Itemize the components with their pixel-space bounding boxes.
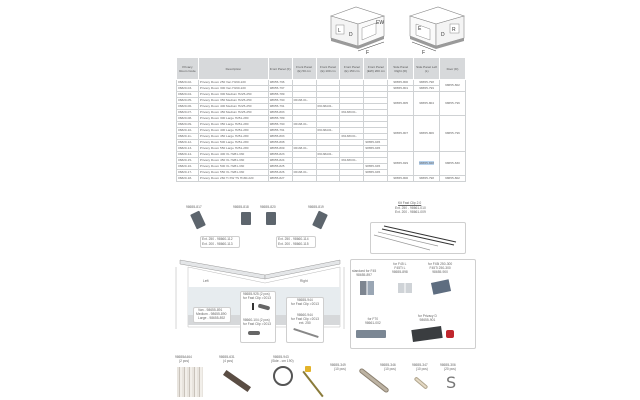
front-e100-cell: 06138A01- [316,104,340,110]
front-e150-cell: 06138C01- [340,110,364,116]
acc-qty-3: (10 pcs) [334,367,346,371]
side-right-cell: 98655-829 [388,152,414,176]
diagram-right-awning [408,2,466,54]
table-row [177,152,466,158]
description-cell: Privacy Room 500 Large H251-280 [198,140,268,146]
center-top-code: 98655-925 (2 pcs) [243,292,270,296]
svg-text:E: E [418,26,422,32]
acc-qty-1: (4 pcs) [223,359,234,363]
col-header-front-panel: Front Panel (F) [268,58,292,80]
side-left-label: Left [203,279,209,283]
description-cell: Privacy Room 250 Van H190-220 [198,80,268,86]
adapter-f45i: for F45i 250-300 F45Ti 250-300 98655-900 [428,262,453,274]
side-right-cell: 98655-800 [388,80,414,86]
front-panel-cell: 98655-824 [268,158,292,164]
side-left-cell: 98655-804 [414,92,440,116]
front-e50-cell: 06138-01- [292,122,316,128]
clip-icon-817 [190,211,206,230]
front-panel-cell: 98655-825 [268,164,292,170]
acc-code-1: 98655-631 [219,355,235,359]
height-medium: Medium - 98655-890 [196,312,227,316]
front-e50-cell: 06138-01- [292,98,316,104]
code-cell: 06820-11- [177,134,199,140]
svg-text:D: D [441,32,445,38]
privacy-room-table [176,57,466,182]
code-cell: 06820-04- [177,92,199,98]
door-cell: 98655-802 [440,80,466,92]
side-right-cell: 98655-800 [388,176,414,182]
acc-qty-5: (10 pcs) [416,367,428,371]
front-e100-cell: 06138A01- [316,152,340,158]
rail-right-ext250: Ext. 250 - 98660-114 [278,237,309,241]
side-left-cell: 98655-799 [414,86,440,92]
front-panel-cell: 98655-803 [268,110,292,116]
svg-text:L: L [338,28,341,34]
description-cell: Privacy Room 350 Large H251-280 [198,122,268,128]
right-bottom-note: for Fast Clip >2013 [291,317,319,321]
front-panel-cell: 98655-823 [268,152,292,158]
front-e100-cell [316,176,340,182]
bolt-icon [252,303,254,310]
side-left-cell [414,152,440,176]
rail-right-ext200: Ext. 200 - 98660-115 [278,242,309,246]
acc-qty-2: (Side - cm 190) [271,359,294,363]
svg-text:D: D [349,32,353,38]
profile-bar-icon [223,370,251,392]
adapter-privacy-d: for Privacy D 98655-901 [418,314,437,322]
front-panel-cell: 98655-791 [268,128,292,134]
code-cell: 06820-08- [177,116,199,122]
side-left-cell: 98655-806 [414,116,440,152]
acc-code-5: 98655-347 [412,363,428,367]
description-cell: Privacy Room 300 Van H190-220 [198,86,268,92]
code-cell: 06820-17- [177,170,199,176]
front-panel-cell: 98655-789 [268,92,292,98]
table-header-row [177,58,466,80]
clip-icon-820 [266,212,276,225]
description-cell: Privacy Room 450 Large H251-280 [198,134,268,140]
code-cell: 06820-12- [177,140,199,146]
code-cell: 06820-10- [177,128,199,134]
kit-title: Kit Fast Clip 2.0 [398,201,422,205]
clip-label-817: 98655-817 [186,205,202,209]
acc-code-3: 98655-349 [330,363,346,367]
front-panel-cell: 98655-809 [268,146,292,152]
door-cell: 98655-796 [440,92,466,116]
col-header-front-ew200: Front Panel (EW) 200 cm [364,58,388,80]
front-e50-cell [292,176,316,182]
center-bottom-note: for Fast Clip >2013 [243,322,271,326]
code-cell: 06820-06- [177,104,199,110]
peg-head-icon [305,366,311,372]
adapter-privacy-d-red-icon [446,330,454,338]
height-large: Large - 98655-892 [198,316,226,320]
description-cell: Privacy Room 550 Large H251-280 [198,146,268,152]
front-e50-cell: 06138-01- [292,146,316,152]
peg-icon [302,371,323,397]
front-panel-cell: 98655-791 [268,104,292,110]
code-cell: 06820-03- [177,86,199,92]
bracket-small-icon [248,331,260,335]
side-right-cell: 98655-807 [388,116,414,152]
svg-text:R: R [452,27,456,33]
description-cell: Privacy Room 550 XL H281-330 [198,170,268,176]
description-cell: Privacy Room 300 Large H251-280 [198,116,268,122]
col-header-front-e150: Front Panel (E) 150 cm [340,58,364,80]
clip-label-819: 98655-819 [308,205,324,209]
front-e150-cell: 06138C01- [340,158,364,164]
side-left-cell: 98655-798 [414,176,440,182]
table-row [177,176,466,182]
front-e150-cell [340,176,364,182]
description-cell: Privacy Room 400 XL H281-330 [198,152,268,158]
front-e100-cell: 06138A01- [316,128,340,134]
description-cell: Privacy Room 500 XL H281-330 [198,164,268,170]
center-top-note: for Fast Clip >2013 [243,296,271,300]
front-ew200-cell: 98655-945 [364,164,388,170]
acc-qty-0: (2 pcs) [179,359,190,363]
side-right-cell: 98655-805 [388,92,414,116]
kit-ext200: Ext. 200 - 98661-009 [395,210,426,214]
fabric-strip-icon [177,367,203,397]
door-cell: 98655-802 [440,176,466,182]
code-cell: 06820-09- [177,122,199,128]
rail-left-ext250: Ext. 250 - 98660-112 [202,237,233,241]
acc-code-2: 98655-943 [273,355,289,359]
front-panel-cell: 98655-826 [268,170,292,176]
front-panel-cell: 98655-803 [268,134,292,140]
adapter-standard-f45: standard for F45 98655-897 [352,269,377,277]
description-cell: Privacy Room 350 Medium H225-250 [198,98,268,104]
right-top-note: for Fast Clip >2013 [291,302,319,306]
center-bottom-code: 98660-104 (2 pcs) [243,318,270,322]
code-cell: 06820-05- [177,98,199,104]
description-cell: Privacy Room 260 Ti XW TS H180-220 [198,176,268,182]
front-ew200-cell [364,176,388,182]
col-header-door: Door (D) [440,58,466,80]
svg-text:F: F [422,50,426,54]
front-panel-cell: 98655-797 [268,86,292,92]
code-cell: 06820-13- [177,146,199,152]
highlighted-selection[interactable]: 98655-828 [419,161,434,165]
side-right-label: Right [300,279,308,283]
clip-label-820: 98655-820 [260,205,276,209]
adapter-f70: for F70 98661-002 [365,317,381,325]
front-panel-cell: 98655-790 [268,98,292,104]
svg-text:EW: EW [376,20,385,26]
adapter-f45l-icon [398,283,412,293]
clip-icon-818 [241,212,251,225]
description-cell: Privacy Room 450 Medium H225-250 [198,110,268,116]
col-header-code: Privacy Room Code [177,58,199,80]
code-cell: 06820-18- [177,176,199,182]
front-ew200-cell: 98655-945 [364,170,388,176]
front-e50-cell: 06138-01- [292,170,316,176]
front-ew200-cell: 98655-945 [364,140,388,146]
right-bottom-ext: ext. 250 [299,321,311,325]
door-cell: 98655-830 [440,152,466,176]
col-header-front-e50: Front Panel (E) 50 cm [292,58,316,80]
diagram-left-awning [328,2,386,54]
adapter-standard-icon [360,281,374,295]
height-van: Van - 98655-891 [198,308,223,312]
acc-code-0: 98655A464 [175,355,192,359]
tension-strap-icon [358,367,389,393]
right-top-code: 98655-944 [297,298,313,302]
code-cell: 06820-02- [177,80,199,86]
acc-qty-6: (20 pcs) [444,367,456,371]
code-cell: 06820-07- [177,110,199,116]
front-panel-cell: 98655-827 [268,176,292,182]
acc-code-4: 98655-346 [380,363,396,367]
adapter-f70-icon [356,330,386,338]
description-cell: Privacy Room 450 XL H281-330 [198,158,268,164]
side-right-cell: 98655-801 [388,86,414,92]
front-panel-cell: 98655-796 [268,80,292,86]
rubber-ring-icon [414,376,429,389]
kit-ext250: Ext. 250 - 98661-010 [395,206,426,210]
code-cell: 06820-16- [177,164,199,170]
s-hook-icon: S [446,373,457,392]
description-cell: Privacy Room 400 Medium H225-250 [198,104,268,110]
adapter-f45l: for F45 L F45Ti L 98655-898 [392,262,408,274]
clip-icon-819 [312,211,328,230]
front-e150-cell: 06138C01- [340,134,364,140]
col-header-front-e100: Front Panel (E) 100 cm [316,58,340,80]
front-panel-cell: 98655-789 [268,116,292,122]
rail-left-ext200: Ext. 200 - 98660-113 [202,242,233,246]
front-ew200-cell: 98655-945 [364,146,388,152]
code-cell: 06820-14- [177,152,199,158]
description-cell: Privacy Room 400 Large H251-280 [198,128,268,134]
acc-qty-4: (10 pcs) [384,367,396,371]
description-cell: Privacy Room 300 Medium H225-250 [198,92,268,98]
acc-code-6: 98655-306 [440,363,456,367]
right-bottom-code: 98660-944 [297,313,313,317]
col-header-description: Description [198,58,268,80]
clip-label-818: 98655-818 [233,205,249,209]
col-header-side-right: Side Panel Right (R) [388,58,414,80]
front-panel-cell: 98655-808 [268,140,292,146]
front-panel-cell: 98655-790 [268,122,292,128]
side-left-cell: 98655-798 [414,80,440,86]
code-cell: 06820-15- [177,158,199,164]
zipper-icon [273,366,293,386]
svg-text:F: F [366,50,370,54]
col-header-side-left: Side Panel Left (L) [414,58,440,80]
kit-rails-icon [370,222,466,254]
door-cell: 98655-796 [440,116,466,152]
